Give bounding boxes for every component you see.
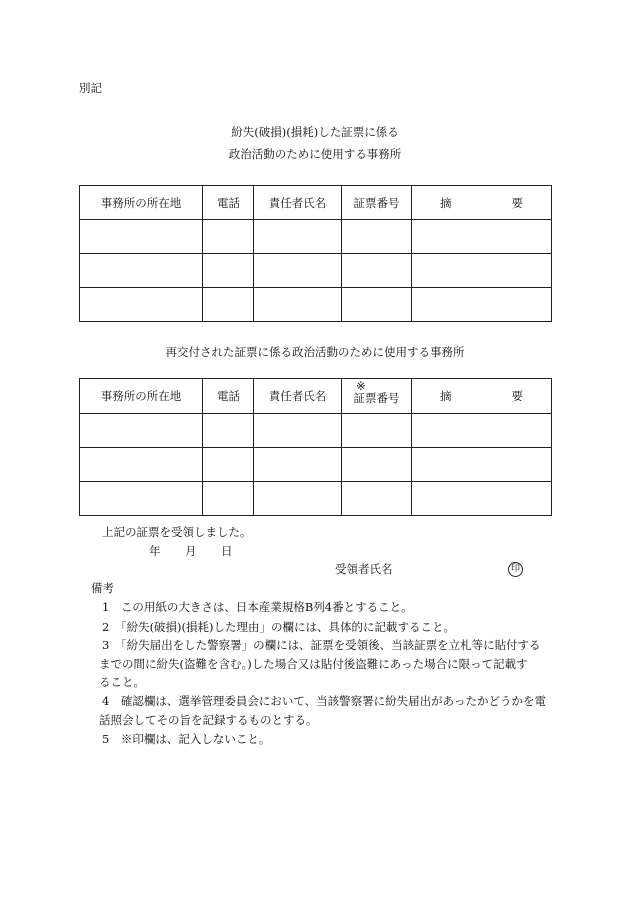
cell-location[interactable] xyxy=(80,288,203,322)
note-item: ること。 xyxy=(99,675,145,689)
cell-remarks[interactable] xyxy=(412,448,552,482)
cell-responsible[interactable] xyxy=(254,220,342,254)
cell-location[interactable] xyxy=(80,482,203,516)
date-month-label: 月 xyxy=(185,544,197,558)
cell-phone[interactable] xyxy=(203,220,254,254)
note-item: 3 「紛失届出をした警察署」の欄には、証票を受領後、当該証票を立札等に貼付する xyxy=(102,638,541,652)
cell-phone[interactable] xyxy=(203,414,254,448)
receipt-statement: 上記の証票を受領しました。 xyxy=(102,525,252,539)
note-item: 話照会してその旨を記録するものとする。 xyxy=(99,713,318,727)
header-remarks: 摘 要 xyxy=(412,379,552,414)
header-responsible: 責任者氏名 xyxy=(254,186,342,220)
cell-responsible[interactable] xyxy=(254,482,342,516)
reissued-certificate-table xyxy=(79,378,552,516)
table-row xyxy=(80,448,552,482)
cell-remarks[interactable] xyxy=(412,220,552,254)
cell-responsible[interactable] xyxy=(254,288,342,322)
table-row xyxy=(80,220,552,254)
header-phone: 電 話 xyxy=(203,379,254,414)
table-header-row xyxy=(80,186,552,220)
cell-cert-no[interactable] xyxy=(342,482,412,516)
table-row xyxy=(80,288,552,322)
receiver-name-label: 受領者氏名 xyxy=(335,562,393,576)
cell-cert-no[interactable] xyxy=(342,448,412,482)
cell-responsible[interactable] xyxy=(254,254,342,288)
table-row xyxy=(80,254,552,288)
seal-mark: 印 xyxy=(508,562,523,577)
table-row xyxy=(80,482,552,516)
cell-responsible[interactable] xyxy=(254,414,342,448)
cell-phone[interactable] xyxy=(203,288,254,322)
header-cert-no: 証票番号 xyxy=(342,186,412,220)
cell-location[interactable] xyxy=(80,254,203,288)
section-2-title: 再交付された証票に係る政治活動のために使用する事務所 xyxy=(165,345,465,359)
note-item: 1 この用紙の大きさは、日本産業規格B列4番とすること。 xyxy=(102,600,413,614)
cell-location[interactable] xyxy=(80,414,203,448)
note-item: 4 確認欄は、選挙管理委員会において、当該警察署に紛失届出があったかどうかを電 xyxy=(102,694,546,708)
cell-location[interactable] xyxy=(80,448,203,482)
header-phone: 電 話 xyxy=(203,186,254,220)
note-item: 2 「紛失(破損)(損耗)した理由」の欄には、具体的に記載すること。 xyxy=(102,620,456,634)
cell-phone[interactable] xyxy=(203,254,254,288)
cell-cert-no[interactable] xyxy=(342,220,412,254)
cell-remarks[interactable] xyxy=(412,254,552,288)
notes-heading: 備考 xyxy=(91,581,114,595)
title-line-2: 政治活動のために使用する事務所 xyxy=(228,147,402,161)
header-location: 事務所の所在地 xyxy=(80,186,203,220)
table-row xyxy=(80,414,552,448)
cell-remarks[interactable] xyxy=(412,288,552,322)
cell-phone[interactable] xyxy=(203,448,254,482)
cell-phone[interactable] xyxy=(203,482,254,516)
header-label: 別記 xyxy=(79,81,102,95)
title-line-1: 紛失(破損)(損耗)した証票に係る xyxy=(231,125,399,139)
header-cert-no: ※ 証票番号 xyxy=(342,379,412,414)
header-remarks: 摘 要 xyxy=(412,186,552,220)
cell-cert-no[interactable] xyxy=(342,414,412,448)
date-year-label: 年 xyxy=(149,544,161,558)
note-item: 5 ※印欄は、記入しないこと。 xyxy=(102,732,271,746)
note-item: までの間に紛失(盗難を含む。)した場合又は貼付後盗難にあった場合に限って記載す xyxy=(99,657,528,671)
cell-cert-no[interactable] xyxy=(342,254,412,288)
cell-remarks[interactable] xyxy=(412,482,552,516)
cell-responsible[interactable] xyxy=(254,448,342,482)
not-to-fill-mark: ※ xyxy=(356,379,366,393)
lost-certificate-table xyxy=(79,185,552,322)
date-day-label: 日 xyxy=(221,544,233,558)
cell-remarks[interactable] xyxy=(412,414,552,448)
header-responsible: 責任者氏名 xyxy=(254,379,342,414)
cell-location[interactable] xyxy=(80,220,203,254)
cell-cert-no[interactable] xyxy=(342,288,412,322)
table-header-row xyxy=(80,379,552,414)
header-location: 事務所の所在地 xyxy=(80,379,203,414)
